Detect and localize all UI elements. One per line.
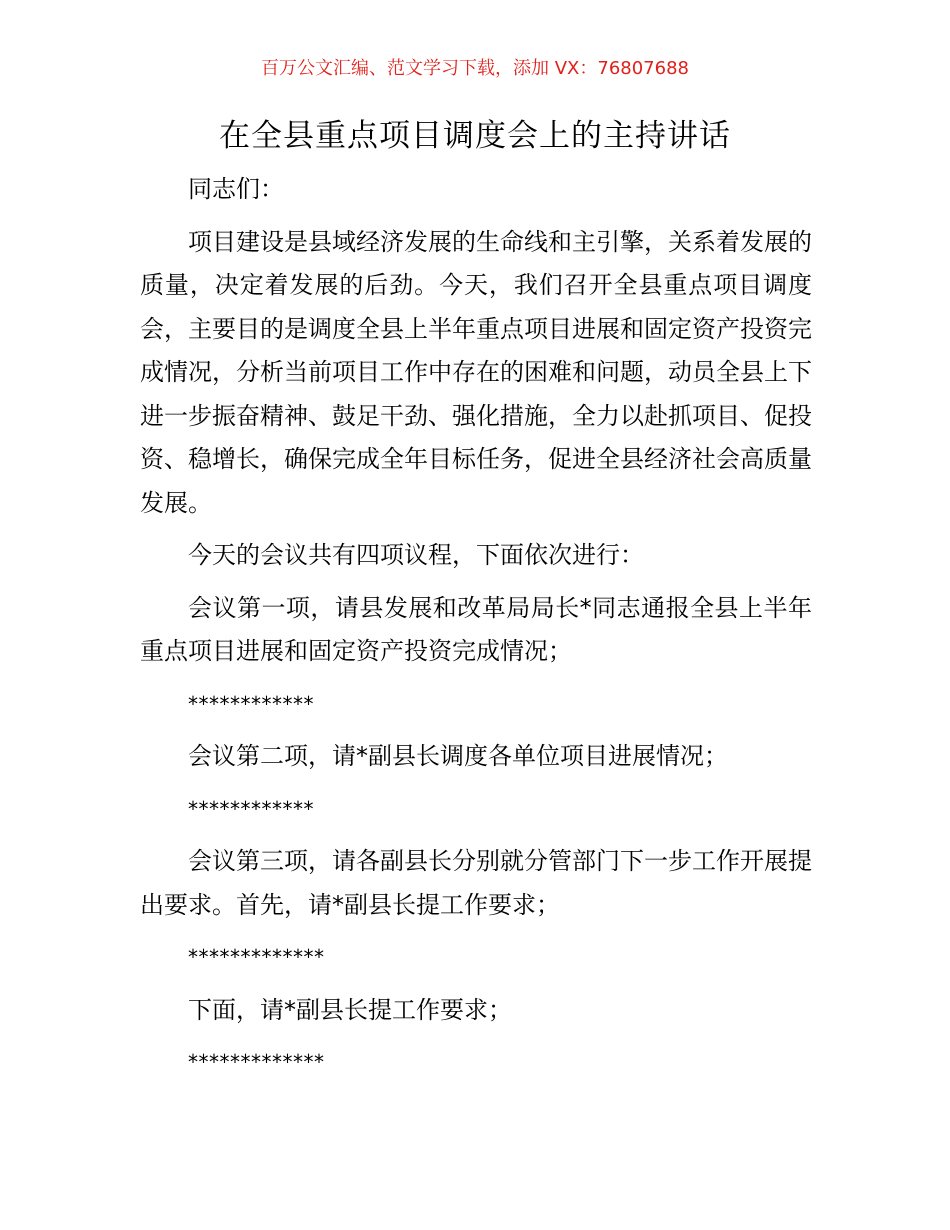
agenda-item-3: 会议第三项，请各副县长分别就分管部门下一步工作开展提出要求。首先，请*副县长提工作要求；	[140, 847, 812, 919]
document-title: 在全县重点项目调度会上的主持讲话	[219, 118, 731, 154]
agenda-intro-paragraph: 今天的会议共有四项议程，下面依次进行：	[188, 541, 644, 569]
intro-paragraph: 项目建设是县域经济发展的生命线和主引擎，关系着发展的质量，决定着发展的后劲。今天，我们召开全县重点项目调度会，主要目的是调度全县上半年重点项目进展和固定资产投资完成情况，分析当前项目工作中存在的困难和问题，动员全县上下进一步振奋精神、鼓足干劲、强化措施，全力以赴抓项目、促投资、稳增长，确保完成全年目标任务，促进全县经济社会高质量发展。	[140, 227, 812, 517]
header-watermark-note: 百万公文汇编、范文学习下载，添加 VX：76807688	[261, 58, 689, 79]
redacted-placeholder-4: *************	[188, 1050, 325, 1074]
redacted-placeholder-3: *************	[188, 945, 325, 969]
greeting-paragraph: 同志们：	[188, 175, 284, 203]
agenda-item-3b: 下面，请*副县长提工作要求；	[188, 995, 512, 1024]
agenda-item-1: 会议第一项，请县发展和改革局局长*同志通报全县上半年重点项目进展和固定资产投资完成情况；	[140, 593, 812, 665]
agenda-item-2: 会议第二项，请*副县长调度各单位项目进展情况；	[188, 742, 728, 770]
document-body	[140, 168, 812, 1094]
redacted-placeholder-2: ************	[188, 796, 314, 821]
redacted-placeholder-1: ************	[188, 691, 314, 716]
